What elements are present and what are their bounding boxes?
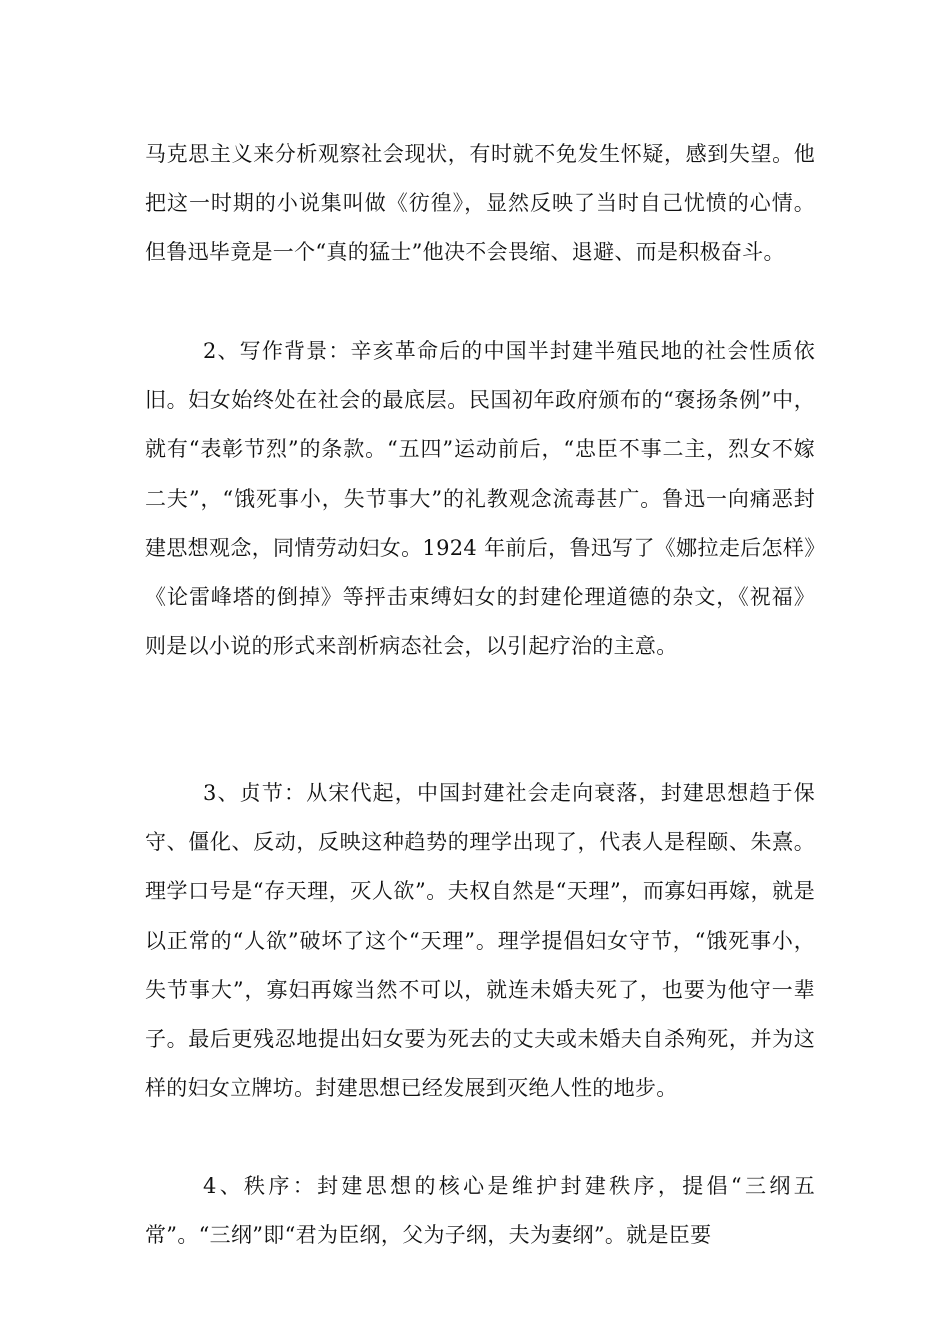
paragraph-order: 4、秩序：封建思想的核心是维护封建秩序，提倡“三纲五常”。“三纲”即“君为臣纲，父为子纲，夫为妻纲”。就是臣要 — [145, 1174, 815, 1248]
body-text — [145, 130, 815, 278]
body-text — [145, 327, 815, 671]
body-text — [145, 769, 815, 1113]
paragraph-chastity: 3、贞节：从宋代起，中国封建社会走向衰落，封建思想趋于保守、僵化、反动，反映这种趋势的理学出现了，代表人是程颐、朱熹。理学口号是“存天理，灭人欲”。夫权自然是“天理”，而寡妇再嫁，就是以正常的“人欲”破坏了这个“天理”。理学提倡妇女守节，“饿死事小，失节事大”，寡妇再嫁当然不可以，就连未婚夫死了，也要为他守一辈子。最后更残忍地提出妇女要为死去的丈夫或未婚夫自杀殉死，并为这样的妇女立牌坊。封建思想已经发展到灭绝人性的地步。 — [145, 781, 815, 1101]
paragraph-continuation: 马克思主义来分析观察社会现状，有时就不免发生怀疑，感到失望。他把这一时期的小说集叫做《彷徨》，显然反映了当时自己忧愤的心情。但鲁迅毕竟是一个“真的猛士”他决不会畏缩、退避、而是积极奋斗。 — [145, 142, 815, 265]
paragraph-writing-background: 2、写作背景：辛亥革命后的中国半封建半殖民地的社会性质依旧。妇女始终处在社会的最底层。民国初年政府颁布的“褒扬条例”中，就有“表彰节烈”的条款。“五四”运动前后，“忠臣不事二主，烈女不嫁二夫”，“饿死事小，失节事大”的礼教观念流毒甚广。鲁迅一向痛恶封建思想观念，同情劳动妇女。1924 年前后，鲁迅写了《娜拉走后怎样》《论雷峰塔的倒掉》等抨击束缚妇女的封建伦理道德的杂文，《祝福》则是以小说的形式来剖析病态社会，以引起疗治的主意。 — [145, 339, 815, 659]
body-text — [145, 1162, 815, 1260]
